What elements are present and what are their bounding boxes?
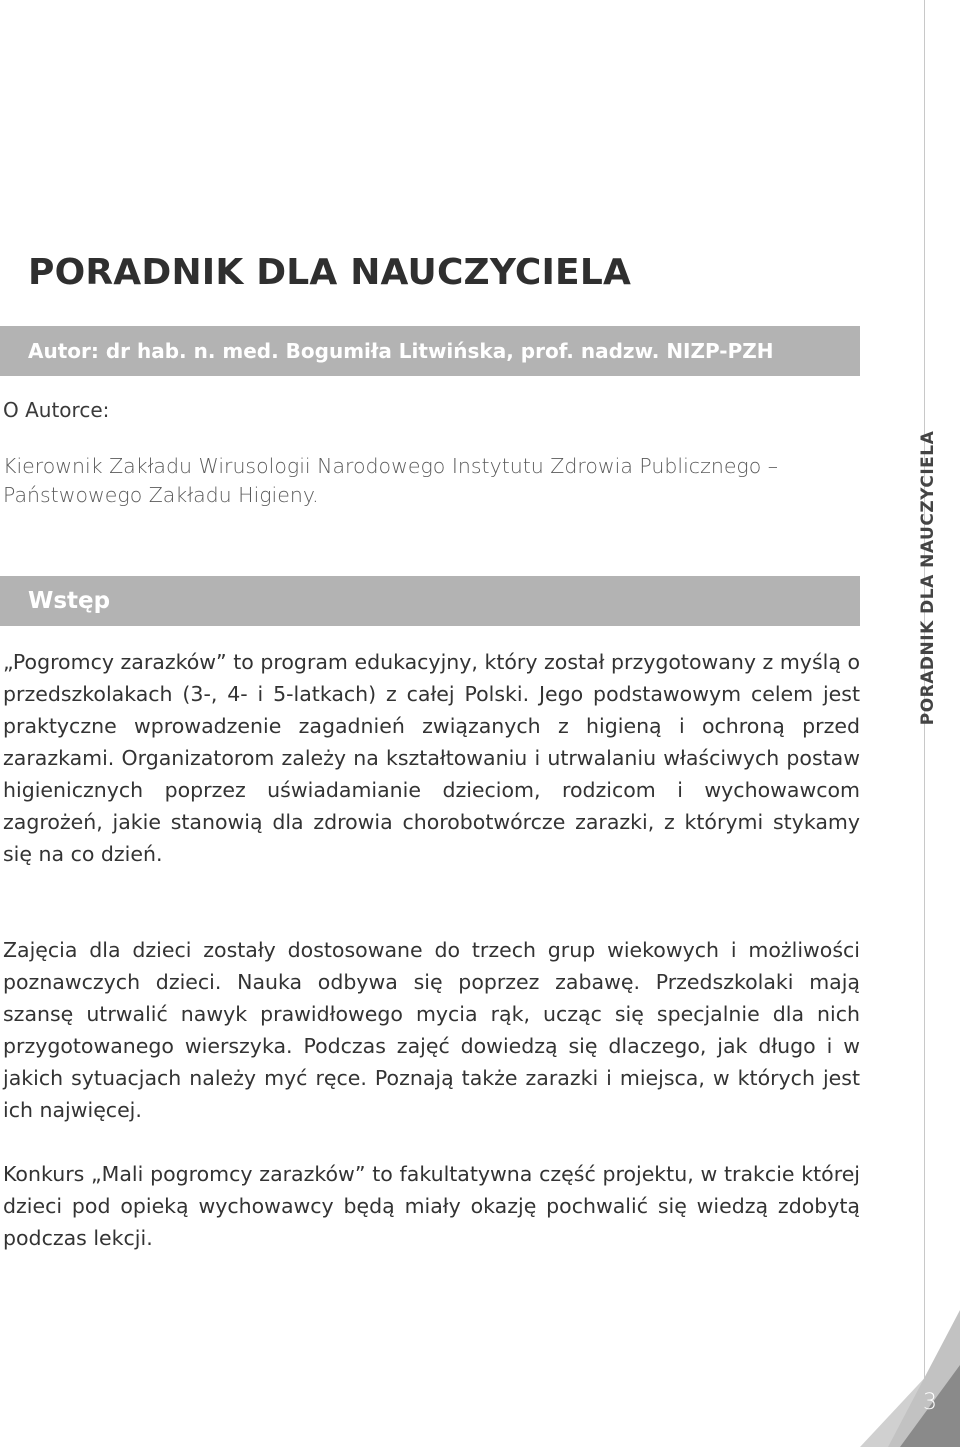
page-number: 3	[923, 1390, 937, 1415]
about-author-text: Kierownik Zakładu Wirusologii Narodowego Instytutu Zdrowia Publicznego – Państwowego Zakładu Higieny.	[3, 454, 779, 507]
section-title: Wstęp	[28, 588, 111, 614]
page-title: PORADNIK DLA NAUCZYCIELA	[28, 252, 632, 293]
paragraph-contest: Konkurs „Mali pogromcy zarazków” to fakultatywna część projektu, w trakcie której dzieci pod opieką wychowawcy będą miały okazję pochwalić się wiedzą zdobytą podczas lekcji.	[3, 1162, 860, 1250]
author-line: Autor: dr hab. n. med. Bogumiła Litwińska, prof. nadzw. NIZP-PZH	[28, 339, 774, 363]
paragraph-intro: „Pogromcy zarazków” to program edukacyjny, który został przygotowany z myślą o przedszkolakach (3-, 4- i 5-latkach) z całej Polski. Jego podstawowym celem jest praktyczne wprowadzenie zagadnień związanych z higieną i ochroną przed zarazkami. Organizatorom zależy na kształtowaniu i utrwalaniu właściwych postaw higienicznych poprzez uświadamianie dzieciom, rodzicom i wychowawcom zagrożeń, jakie stanowią dla zdrowia chorobotwórcze zarazki, z którymi stykamy się na co dzień.	[3, 650, 860, 866]
side-running-title: PORADNIK DLA NAUCZYCIELA	[918, 430, 938, 726]
about-author-heading: O Autorce:	[3, 398, 110, 422]
paragraph-classes: Zajęcia dla dzieci zostały dostosowane do trzech grup wiekowych i możliwości poznawczych dzieci. Nauka odbywa się poprzez zabawę. Przedszkolaki mają szansę utrwalić nawyk prawidłowego mycia rąk, ucząc się specjalnie dla nich przygotowanego wierszyka. Podczas zajęć dowiedzą się dlaczego, jak długo i w jakich sytuacjach należy myć ręce. Poznają także zarazki i miejsca, w których jest ich najwięcej.	[3, 938, 860, 1122]
